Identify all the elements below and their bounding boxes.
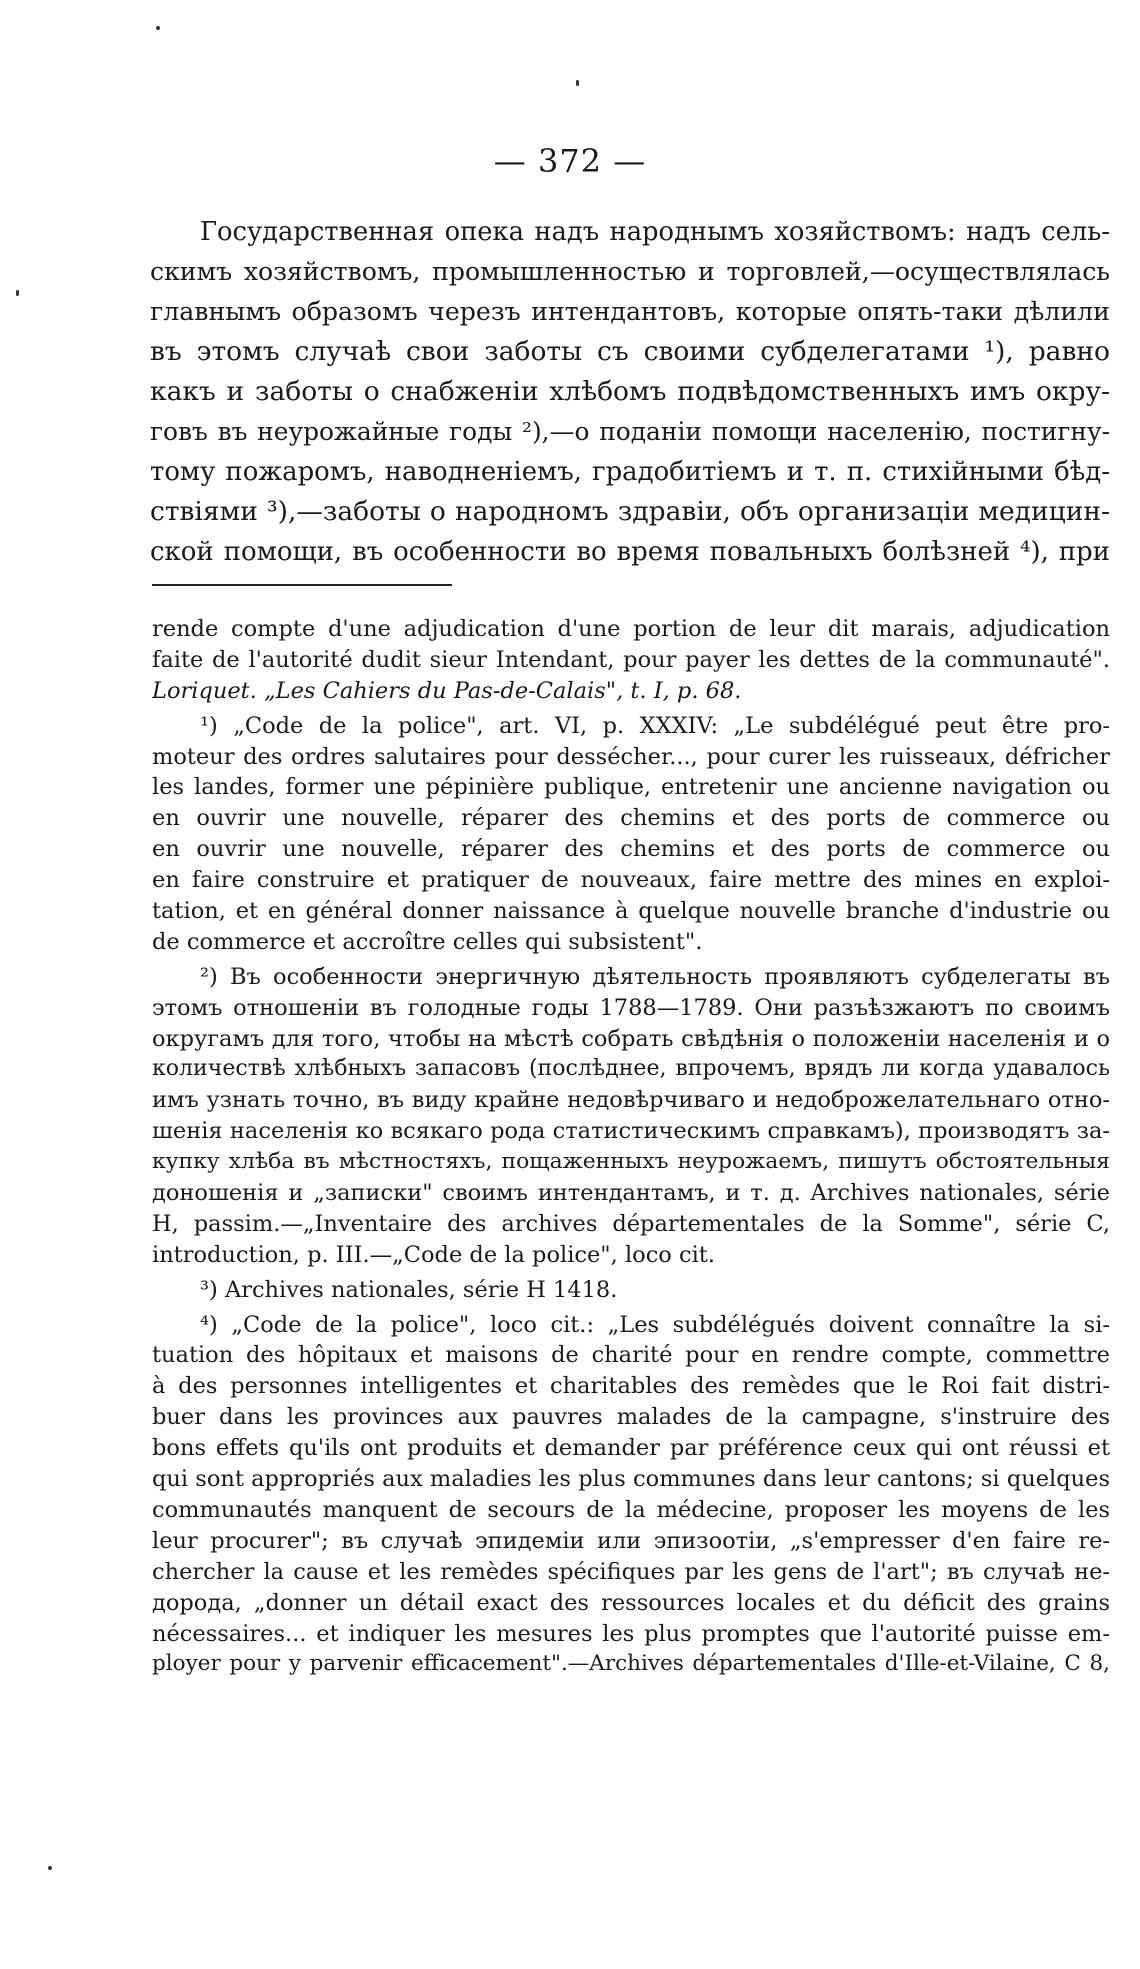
footnote-line: en faire construire et pratiquer de nouveaux, faire mettre des mines en exploi-	[152, 867, 1110, 894]
footnote-line: leur procurer"; въ случаѣ эпидеміи или эпизоотіи, „s'empresser d'en faire re-	[152, 1527, 1110, 1554]
footnote-line: rende compte d'une adjudication d'une portion de leur dit marais, adjudication	[152, 616, 1110, 642]
footnote-line: округамъ для того, чтобы на мѣстѣ собрать свѣдѣнія о положеніи населенія и о	[152, 1025, 1110, 1052]
main-line: въ этомъ случаѣ свои заботы съ своими субделегатами ¹), равно	[150, 336, 1110, 367]
footnote-line: de commerce et accroître celles qui subsistent".	[152, 928, 703, 955]
footnote-line: nécessaires... et indiquer les mesures les plus promptes que l'autorité puisse em-	[152, 1620, 1110, 1647]
main-line: главнымъ образомъ черезъ интендантовъ, которые опять-таки дѣлили	[150, 297, 1110, 326]
main-line: тому пожаромъ, наводненіемъ, градобитіемъ и т. п. стихійными бѣд-	[150, 457, 1110, 487]
footnote-line: имъ узнать точно, въ виду крайне недовѣрчиваго и недоброжелательнаго отно-	[152, 1087, 1110, 1114]
scan-speck	[48, 1866, 52, 1870]
main-line: какъ и заботы о снабженіи хлѣбомъ подвѣдомственныхъ имъ окру-	[150, 376, 1110, 407]
footnotes	[152, 614, 1110, 1680]
footnote-separator	[152, 584, 452, 586]
scan-speck	[156, 26, 160, 30]
footnote-2	[152, 962, 1110, 1271]
footnote-line: moteur des ordres salutaires pour dessécher..., pour curer les ruisseaux, défricher	[152, 743, 1110, 770]
footnote-3	[152, 1275, 1110, 1306]
footnote-line: ³) Archives nationales, série H 1418.	[200, 1276, 618, 1303]
main-line: говъ въ неурожайные годы ²),—о поданіи помощи населенію, постигну-	[150, 417, 1110, 446]
footnote-line: ²) Въ особенности энергичную дѣятельность проявляютъ субделегаты въ	[200, 963, 1110, 990]
footnote-line: chercher la cause et les remèdes spécifiques par les gens de l'art"; въ случаѣ не-	[152, 1558, 1110, 1585]
footnote-line: ployer pour y parvenir efficacement".—Archives départementales d'Ille-et-Vilaine, C 8,	[152, 1651, 1110, 1677]
main-paragraph	[150, 212, 1110, 572]
footnote-line: communautés manquent de secours de la médecine, proposer les moyens de les	[152, 1496, 1110, 1523]
footnote-line: tation, et en général donner naissance à quelque nouvelle branche d'industrie ou	[152, 898, 1110, 925]
footnote-4	[152, 1310, 1110, 1681]
main-line: ствіями ³),—заботы о народномъ здравіи, объ организаціи медицин-	[150, 496, 1110, 527]
footnote-line: bons effets qu'ils ont produits et demander par préférence ceux qui ont réussi et	[152, 1435, 1110, 1462]
footnote-line: ¹) „Code de la police", art. VI, p. XXXIV: „Le subdélégué peut être pro-	[200, 712, 1110, 739]
main-line: ской помощи, въ особенности во время повальныхъ болѣзней ⁴), при	[150, 537, 1110, 567]
footnote-line: шенія населенія ко всякаго рода статистическимъ справкамъ), производятъ за-	[152, 1118, 1110, 1145]
footnote-line: qui sont appropriés aux maladies les plus communes dans leur cantons; si quelques	[152, 1466, 1110, 1493]
footnote-line: faite de l'autorité dudit sieur Intendant, pour payer les dettes de la communauté".	[152, 646, 1110, 673]
footnote-line: доношенія и „записки" своимъ интендантамъ, и т. д. Archives nationales, série	[152, 1180, 1110, 1207]
footnote-continuation	[152, 614, 1110, 707]
footnote-line: en ouvrir une nouvelle, réparer des chemins et des ports de commerce ou	[152, 836, 1110, 863]
footnote-line: дорода, „donner un détail exact des ressources locales et du déficit des grains	[152, 1589, 1110, 1616]
main-line: скимъ хозяйствомъ, промышленностью и торговлей,—осуществлялась	[150, 257, 1110, 286]
footnote-line: Loriquet. „Les Cahiers du Pas-de-Calais", t. I, p. 68.	[152, 677, 742, 704]
page-number: — 372 —	[493, 142, 647, 180]
footnote-line: tuation des hôpitaux et maisons de charité pour en rendre compte, commettre	[152, 1342, 1110, 1369]
footnote-1	[152, 711, 1110, 958]
footnote-line: les landes, former une pépinière publique, entretenir une ancienne navigation ou	[152, 774, 1110, 801]
footnote-line: количествѣ хлѣбныхъ запасовъ (послѣднее, впрочемъ, врядъ ли когда удавалось	[152, 1056, 1110, 1082]
footnote-line: à des personnes intelligentes et charitables des remèdes que le Roi fait distri-	[152, 1373, 1110, 1400]
footnote-line: introduction, p. III.—„Code de la police", loco cit.	[152, 1241, 715, 1268]
footnote-line: купку хлѣба въ мѣстностяхъ, пощаженныхъ неурожаемъ, пишутъ обстоятельныя	[152, 1149, 1110, 1175]
scan-speck	[16, 290, 19, 296]
footnote-line: H, passim.—„Inventaire des archives départementales de la Somme", série C,	[152, 1210, 1110, 1237]
footnote-line: этомъ отношеніи въ голодные годы 1788—1789. Они разъѣзжаютъ по своимъ	[152, 994, 1110, 1021]
footnote-line: ⁴) „Code de la police", loco cit.: „Les subdélégués doivent connaître la si-	[200, 1311, 1110, 1338]
footnote-line: en ouvrir une nouvelle, réparer des chemins et des ports de commerce ou	[152, 805, 1110, 832]
footnote-line: buer dans les provinces aux pauvres malades de la campagne, s'instruire des	[152, 1404, 1110, 1431]
scan-speck	[576, 80, 579, 86]
main-line: Государственная опека надъ народнымъ хозяйствомъ: надъ сель-	[200, 217, 1110, 247]
